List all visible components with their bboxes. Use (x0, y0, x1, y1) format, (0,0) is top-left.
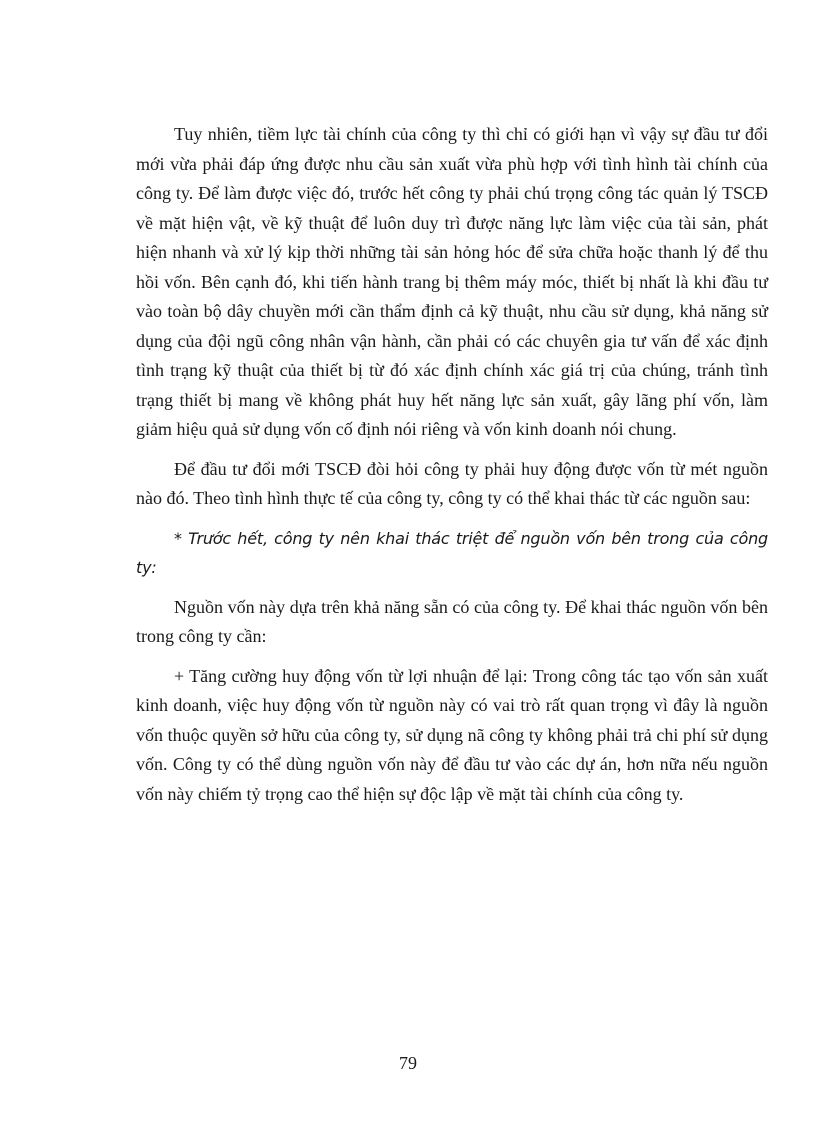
paragraph-2: Để đầu tư đổi mới TSCĐ đòi hỏi công ty phải huy động được vốn từ mét nguồn nào đó. Theo tình hình thực tế của công ty, công ty có thể khai thác từ các nguồn sau: (136, 458, 768, 508)
paragraph-5: + Tăng cường huy động vốn từ lợi nhuận để lại: Trong công tác tạo vốn sản xuất kinh doanh, việc huy động vốn từ nguồn này có vai trò rất quan trọng vì đây là nguồn vốn thuộc quyền sở hữu của công ty, sử dụng nã công ty không phải trả chi phí sử dụng vốn. Công ty có thể dùng nguồn vốn này để đầu tư vào các dự án, hơn nữa nếu nguồn vốn này chiếm tỷ trọng cao thể hiện sự độc lập về mặt tài chính của công ty. (136, 665, 768, 804)
paragraph-4: Nguồn vốn này dựa trên khả năng sẵn có của công ty. Để khai thác nguồn vốn bên trong công ty cần: (136, 596, 768, 646)
document-body (136, 120, 768, 819)
paragraph-1: Tuy nhiên, tiềm lực tài chính của công ty thì chỉ có giới hạn vì vậy sự đầu tư đổi mới vừa phải đáp ứng được nhu cầu sản xuất vừa phù hợp với tình hình tài chính của công ty. Để làm được việc đó, trước hết công ty phải chú trọng công tác quản lý TSCĐ về mặt hiện vật, về kỹ thuật để luôn duy trì được năng lực làm việc của tài sản, phát hiện nhanh và xử lý kịp thời những tài sản hỏng hóc để sửa chữa hoặc thanh lý để thu hồi vốn. Bên cạnh đó, khi tiến hành trang bị thêm máy móc, thiết bị nhất là khi đầu tư vào toàn bộ dây chuyền mới cần thẩm định cả kỹ thuật, nhu cầu sử dụng, khả năng sử dụng của đội ngũ công nhân vận hành, cần phải có các chuyên gia tư vấn để xác định tình trạng kỹ thuật của thiết bị từ đó xác định chính xác giá trị của chúng, tránh tình trạng thiết bị mang về không phát huy hết năng lực sản xuất, gây lãng phí vốn, làm giảm hiệu quả sử dụng vốn cố định nói riêng và vốn kinh doanh nói chung. (136, 124, 768, 439)
page-number: 79 (399, 1053, 417, 1073)
paragraph-3-heading: * Trước hết, công ty nên khai thác triệt để nguồn vốn bên trong của công ty: (136, 528, 768, 577)
